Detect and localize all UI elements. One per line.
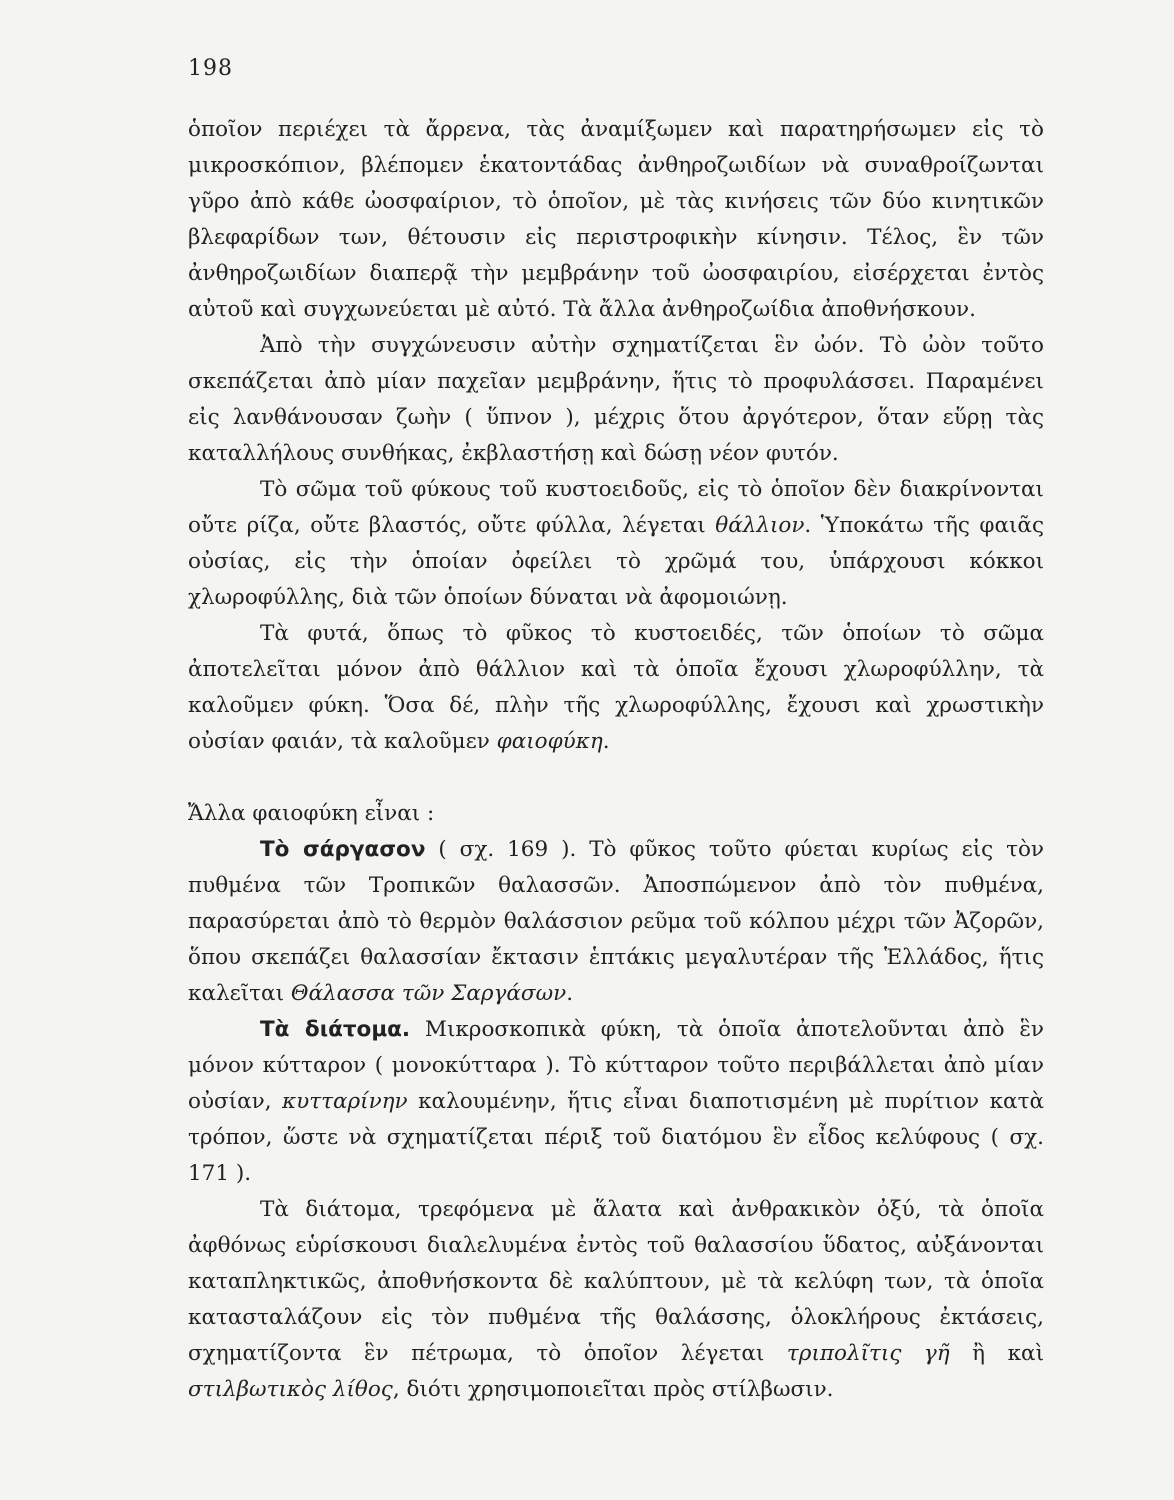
term-thallion: θάλλιον [715, 513, 805, 538]
paragraph-text: Τὸ σῶμα τοῦ φύκους τοῦ κυστοειδοῦς, εἰς τὸ ὁποῖον δὲν διακρίνονται οὔτε ρίζα, οὔτε βλαστός, οὔτε φύλλα, λέγεται [188, 477, 1044, 538]
paragraph-text: . [566, 981, 574, 1006]
term-sargasso-sea: Θάλασσα τῶν Σαργάσων [290, 981, 567, 1006]
paragraph-phaeophyceae [188, 616, 1044, 760]
paragraph-continuation: ὁποῖον περιέχει τὰ ἄρρενα, τὰς ἀναμίξωμεν καὶ παρατηρήσωμεν εἰς τὸ μικροσκόπιον, βλέπομεν ἑκατοντάδας ἀνθηροζωιδίων νὰ συναθροίζωνται γῦρο ἀπὸ κάθε ὠοσφαίριον, τὸ ὁποῖον, μὲ τὰς κινήσεις τῶν δύο κινητικῶν βλεφαρίδων των, θέτουσιν εἰς περιστροφικὴν κίνησιν. Τέλος, ἓν τῶν ἀνθηροζωιδίων διαπερᾷ τὴν μεμβράνην τοῦ ὠοσφαιρίου, εἰσέρχεται ἐντὸς αὐτοῦ καὶ συγχωνεύεται μὲ αὐτό. Τὰ ἄλλα ἀνθηροζωίδια ἀποθνήσκουν. [188, 117, 1044, 322]
page-number: 198 [188, 56, 233, 81]
paragraph-text: ἢ καὶ [949, 1341, 1044, 1366]
list-intro: Ἄλλα φαιοφύκη εἶναι : [188, 801, 435, 826]
paragraph-text: , διότι χρησιμοποιεῖται πρὸς στίλβωσιν. [392, 1377, 834, 1402]
paragraph-diatoms [188, 1012, 1044, 1192]
paragraph-sargassum [188, 832, 1044, 1012]
paragraph-text: καλουμένην, ἥτις εἶναι διαποτισμένη μὲ πυρίτιον κατὰ τρόπον, ὥστε νὰ σχηματίζεται πέριξ τοῦ διατόμου ἓν εἶδος κελύφους ( σχ. 171 ). [188, 1089, 1044, 1186]
term-phaiophyke: φαιοφύκη [496, 729, 603, 754]
heading-diatoms: Τὰ διάτομα. [260, 1017, 411, 1042]
term-cellulose: κυτταρίνην [282, 1089, 408, 1114]
paragraph-thallus [188, 472, 1044, 616]
paragraph-text: Τὰ φυτά, ὅπως τὸ φῦκος τὸ κυστοειδές, τῶν ὁποίων τὸ σῶμα ἀποτελεῖται μόνον ἀπὸ θάλλιον καὶ τὰ ὁποῖα ἔχουσι χλωροφύλλην, τὰ καλοῦμεν φύκη. Ὅσα δέ, πλὴν τῆς χλωροφύλλης, ἔχουσι καὶ χρωστικὴν οὐσίαν φαιάν, τὰ καλοῦμεν [188, 621, 1044, 754]
paragraph-text: . [602, 729, 610, 754]
term-tripolite: τριπολῖτις γῆ [786, 1341, 950, 1366]
paragraph-egg-formation: Ἀπὸ τὴν συγχώνευσιν αὐτὴν σχηματίζεται ἓν ὠόν. Τὸ ὠὸν τοῦτο σκεπάζεται ἀπὸ μίαν παχεῖαν μεμβράνην, ἥτις τὸ προφυλάσσει. Παραμένει εἰς λανθάνουσαν ζωὴν ( ὕπνον ), μέχρις ὅτου ἀργότερον, ὅταν εὕρῃ τὰς καταλλήλους συνθήκας, ἐκβλαστήσῃ καὶ δώσῃ νέον φυτόν. [188, 333, 1044, 466]
paragraph-diatomite [188, 1192, 1044, 1408]
paragraph-text: ( σχ. 169 ). Τὸ φῦκος τοῦτο φύεται κυρίως εἰς τὸν πυθμένα τῶν Τροπικῶν θαλασσῶν. Ἀποσπώμενον ἀπὸ τὸν πυθμένα, παρασύρεται ἀπὸ τὸ θερμὸν θαλάσσιον ρεῦμα τοῦ κόλπου μέχρι τῶν Ἀζορῶν, ὅπου σκεπάζει θαλασσίαν ἔκτασιν ἑπτάκις μεγαλυτέραν τῆς Ἑλλάδος, ἥτις καλεῖται [188, 837, 1045, 1006]
paragraph-text: Μικροσκοπικὰ φύκη, τὰ ὁποῖα ἀποτελοῦνται ἀπὸ ἓν μόνον κύτταρον ( μονοκύτταρα ). Τὸ κύτταρον τοῦτο περιβάλλεται ἀπὸ μίαν οὐσίαν, [188, 1017, 1044, 1114]
heading-sargassum: Τὸ σάργασον [260, 837, 426, 862]
text-block [188, 112, 1044, 1408]
paragraph-text: . Ὑποκάτω τῆς φαιᾶς οὐσίας, εἰς τὴν ὁποίαν ὀφείλει τὸ χρῶμά του, ὑπάρχουσι κόκκοι χλωροφύλλης, διὰ τῶν ὁποίων δύναται νὰ ἀφομοιώνῃ. [188, 513, 1044, 610]
paragraph-text: Τὰ διάτομα, τρεφόμενα μὲ ἅλατα καὶ ἀνθρακικὸν ὀξύ, τὰ ὁποῖα ἀφθόνως εὑρίσκουσι διαλελυμένα ἐντὸς τοῦ θαλασσίου ὕδατος, αὐξάνονται καταπληκτικῶς, ἀποθνήσκοντα δὲ καλύπτουν, μὲ τὰ κελύφη των, τὰ ὁποῖα κατασταλάζουν εἰς τὸν πυθμένα τῆς θαλάσσης, ὁλοκλήρους ἐκτάσεις, σχηματίζοντα ἓν πέτρωμα, τὸ ὁποῖον λέγεται [188, 1197, 1044, 1366]
term-polishing-stone: στιλβωτικὸς λίθος [188, 1377, 393, 1402]
